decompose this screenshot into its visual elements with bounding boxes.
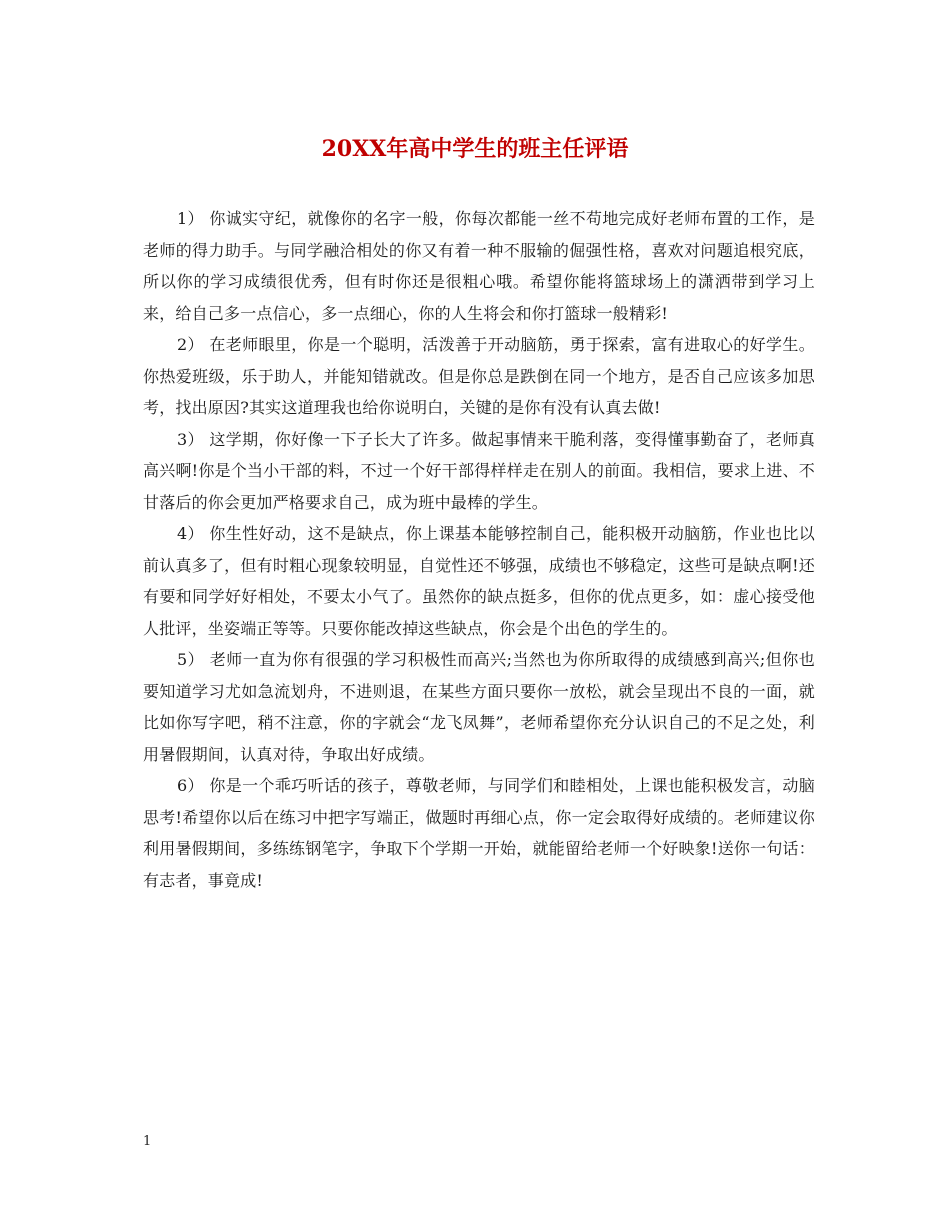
comment-paragraph-2: 2） 在老师眼里，你是一个聪明，活泼善于开动脑筋，勇于探索，富有进取心的好学生。你热爱班级，乐于助人，并能知错就改。但是你总是跌倒在同一个地方，是否自己应该多加思考，找出原因?其实这道理我也给你说明白，关键的是你有没有认真去做! [143, 335, 815, 417]
comment-paragraph-5: 5） 老师一直为你有很强的学习积极性而高兴;当然也为你所取得的成绩感到高兴;但你也要知道学习尤如急流划舟，不进则退，在某些方面只要你一放松，就会呈现出不良的一面，就比如你写字吧，稍不注意，你的字就会“龙飞凤舞”，老师希望你充分认识自己的不足之处，利用暑假期间，认真对待，争取出好成绩。 [143, 650, 815, 764]
comment-paragraph-6: 6） 你是一个乖巧听话的孩子，尊敬老师，与同学们和睦相处，上课也能积极发言，动脑思考!希望你以后在练习中把字写端正，做题时再细心点，你一定会取得好成绩的。老师建议你利用暑假期间，多练练钢笔字，争取下个学期一开始，就能留给老师一个好映象!送你一句话：有志者，事竟成! [143, 776, 815, 890]
comment-paragraph-3: 3） 这学期，你好像一下子长大了许多。做起事情来干脆利落，变得懂事勤奋了，老师真高兴啊!你是个当小干部的料，不过一个好干部得样样走在别人的前面。我相信，要求上进、不甘落后的你会更加严格要求自己，成为班中最棒的学生。 [143, 429, 815, 512]
comment-paragraph-1: 1） 你诚实守纪，就像你的名字一般，你每次都能一丝不苟地完成好老师布置的工作，是老师的得力助手。与同学融洽相处的你又有着一种不服输的倔强性格，喜欢对问题追根究底，所以你的学习成绩很优秀，但有时你还是很粗心哦。希望你能将篮球场上的潇洒带到学习上来，给自己多一点信心，多一点细心，你的人生将会和你打篮球一般精彩! [143, 209, 815, 323]
page-title: 20XX年高中学生的班主任评语 [321, 136, 629, 162]
document-body [143, 203, 815, 896]
comment-paragraph-4: 4） 你生性好动，这不是缺点，你上课基本能够控制自己，能积极开动脑筋，作业也比以前认真多了，但有时粗心现象较明显，自觉性还不够强，成绩也不够稳定，这些可是缺点啊!还有要和同学好好相处，不要太小气了。虽然你的缺点挺多，但你的优点更多，如：虚心接受他人批评，坐姿端正等等。只要你能改掉这些缺点，你会是个出色的学生的。 [143, 524, 815, 638]
page-number: 1 [143, 1134, 152, 1149]
